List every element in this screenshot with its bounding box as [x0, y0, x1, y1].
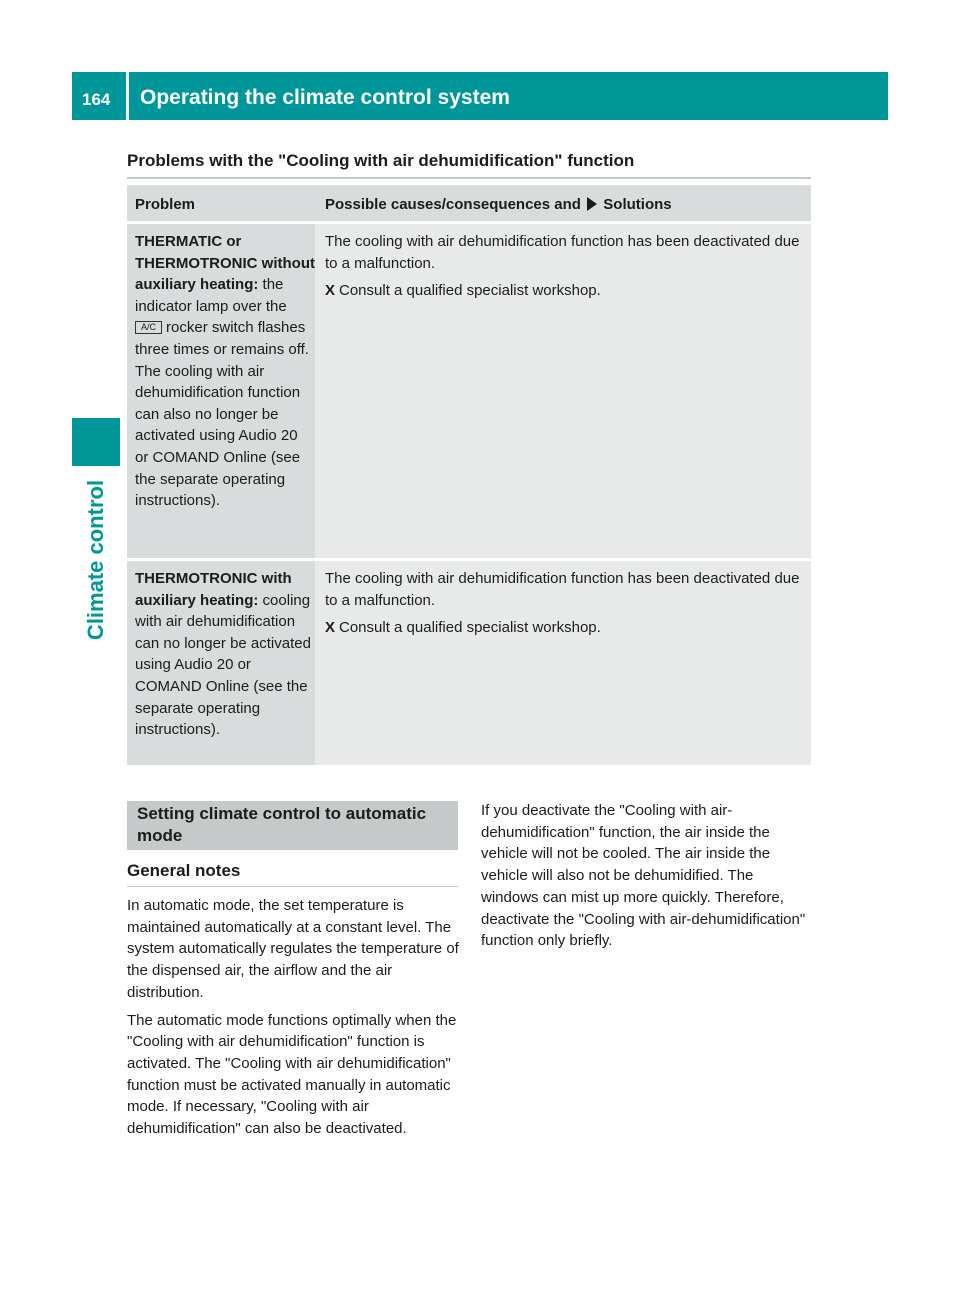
- problem-text-cont: rocker switch flashes three times or remains off. The cooling with air dehumidification function can also no longer be activated using Audio 20 or COMAND Online (see the separate operating instructions).: [135, 319, 309, 510]
- table-row: [127, 561, 811, 765]
- cause-text: The cooling with air dehumidification function has been deactivated due to a malfunction.: [325, 233, 800, 272]
- step-item: [325, 280, 803, 302]
- arrow-icon: [587, 197, 597, 211]
- step-marker: X: [325, 619, 336, 637]
- header-problem: Problem: [135, 196, 196, 213]
- step-text: Consult a qualified specialist workshop.: [339, 619, 601, 637]
- section-rule: [127, 177, 811, 179]
- paragraph: In automatic mode, the set temperature is maintained automatically at a constant level. The system automatically regulates the temperature of the dispensed air, the airflow and the air distribution.: [127, 897, 459, 1001]
- table-row: [127, 224, 811, 558]
- ac-button-icon: A/C: [135, 321, 162, 334]
- problem-cell: [127, 224, 315, 558]
- paragraph: The automatic mode functions optimally when the "Cooling with air dehumidification" function is activated. The "Cooling with air dehumidification" function must be activated manually in automatic mode. If necessary, "Cooling with air dehumidification" can also be deactivated.: [127, 1011, 457, 1138]
- automatic-mode-heading: Setting climate control to automatic mode: [127, 801, 458, 850]
- right-column-text: [481, 800, 815, 958]
- left-column-text: [127, 895, 461, 1146]
- problems-section-title: Problems with the "Cooling with air dehumidification" function: [127, 151, 635, 170]
- chapter-marker: [72, 418, 120, 466]
- problem-label: THERMOTRONIC with auxiliary heating:: [135, 570, 292, 609]
- problem-label: THERMATIC or THERMOTRONIC without auxiliary heating:: [135, 233, 315, 294]
- problem-cell: [127, 561, 315, 765]
- header-solutions: [315, 185, 811, 221]
- solution-cell: [315, 224, 811, 558]
- cause-text: The cooling with air dehumidification function has been deactivated due to a malfunction.: [325, 570, 800, 609]
- general-notes-heading: General notes: [127, 861, 241, 880]
- step-marker: X: [325, 282, 336, 300]
- problem-text: the indicator lamp over the: [135, 276, 287, 315]
- chapter-title: Operating the climate control system: [140, 86, 510, 109]
- chapter-side-label: Climate control: [83, 479, 108, 641]
- header-solutions-prefix: Possible causes/consequences and: [325, 196, 581, 213]
- paragraph: If you deactivate the "Cooling with air-dehumidification" function, the air inside the vehicle will not be cooled. The air inside the vehicle will also not be dehumidified. The windows can mist up more quickly. Therefore, deactivate the "Cooling with air-dehumidification" function only briefly.: [481, 802, 806, 950]
- step-text: Consult a qualified specialist workshop.: [339, 282, 601, 300]
- problem-text: cooling with air dehumidification can no longer be activated using Audio 20 or COMAND Online (see the separate operating instructions).: [135, 591, 311, 739]
- table-header: [127, 185, 811, 221]
- header-solutions-suffix: Solutions: [603, 196, 672, 213]
- page-header: [72, 72, 888, 120]
- general-notes-rule: [127, 886, 458, 887]
- problems-table: [127, 185, 811, 765]
- solution-cell: [315, 561, 811, 765]
- step-item: [325, 617, 803, 639]
- header-divider: [126, 72, 129, 120]
- page-number: 164: [82, 90, 111, 109]
